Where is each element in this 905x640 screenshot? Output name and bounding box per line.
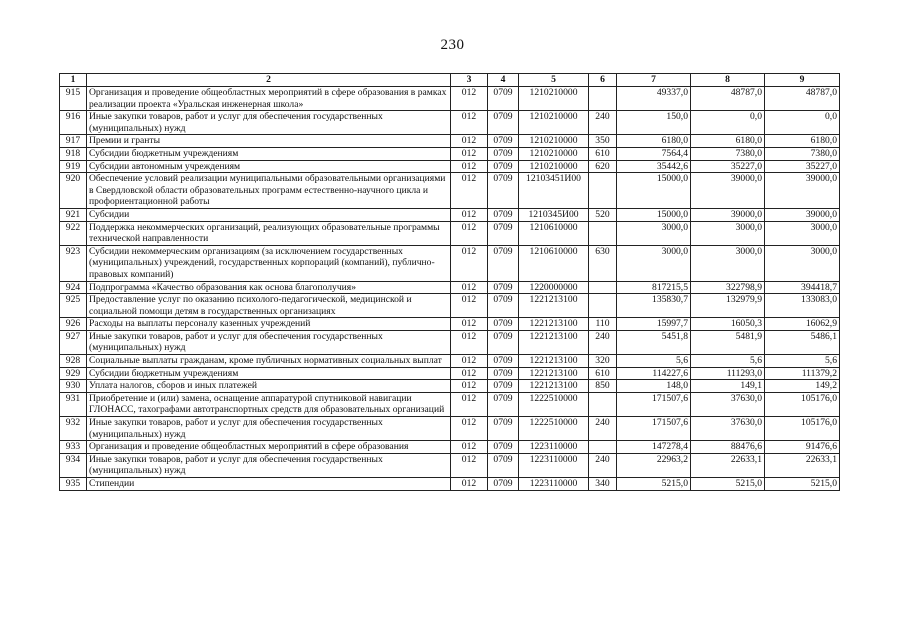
amount-cell: 6180,0 [765, 135, 840, 148]
table-row [60, 160, 840, 173]
amount-cell: 3000,0 [765, 245, 840, 281]
table-row [60, 135, 840, 148]
code-cell: 240 [589, 453, 617, 477]
code-cell: 012 [451, 245, 488, 281]
code-cell: 320 [589, 355, 617, 368]
code-cell: 012 [451, 355, 488, 368]
table-row [60, 318, 840, 331]
amount-cell: 5,6 [691, 355, 765, 368]
table-row [60, 87, 840, 111]
amount-cell: 5451,8 [617, 330, 691, 354]
amount-cell: 6180,0 [691, 135, 765, 148]
code-cell: 012 [451, 87, 488, 111]
table-row [60, 417, 840, 441]
code-cell: 012 [451, 392, 488, 416]
code-cell: 1210610000 [519, 221, 589, 245]
col-header: 8 [691, 74, 765, 87]
table-row [60, 330, 840, 354]
code-cell [589, 392, 617, 416]
amount-cell: 3000,0 [617, 221, 691, 245]
item-name: Обеспечение условий реализации муниципальными образовательными организациями в Свердловской области образовательных программ естественно-научного цикла и профориентационной работы [87, 173, 451, 209]
code-cell: 12103451И00 [519, 173, 589, 209]
code-cell: 0709 [488, 355, 519, 368]
amount-cell: 15997,7 [617, 318, 691, 331]
amount-cell: 105176,0 [765, 417, 840, 441]
item-name: Иные закупки товаров, работ и услуг для обеспечения государственных (муниципальных) нужд [87, 453, 451, 477]
table-row [60, 221, 840, 245]
code-cell [589, 294, 617, 318]
row-number: 923 [60, 245, 87, 281]
amount-cell: 3000,0 [765, 221, 840, 245]
amount-cell: 171507,6 [617, 417, 691, 441]
code-cell: 0709 [488, 173, 519, 209]
code-cell: 012 [451, 160, 488, 173]
table-row [60, 453, 840, 477]
row-number: 921 [60, 208, 87, 221]
table-row [60, 478, 840, 491]
row-number: 924 [60, 281, 87, 294]
item-name: Премии и гранты [87, 135, 451, 148]
amount-cell: 149,1 [691, 380, 765, 393]
code-cell: 012 [451, 441, 488, 454]
code-cell: 0709 [488, 245, 519, 281]
col-header: 3 [451, 74, 488, 87]
amount-cell: 0,0 [691, 111, 765, 135]
amount-cell: 16050,3 [691, 318, 765, 331]
code-cell: 0709 [488, 417, 519, 441]
amount-cell: 35227,0 [765, 160, 840, 173]
table-row [60, 380, 840, 393]
code-cell: 1210210000 [519, 111, 589, 135]
amount-cell: 171507,6 [617, 392, 691, 416]
amount-cell: 49337,0 [617, 87, 691, 111]
table-row [60, 355, 840, 368]
row-number: 932 [60, 417, 87, 441]
row-number: 918 [60, 147, 87, 160]
amount-cell: 5486,1 [765, 330, 840, 354]
col-header: 1 [60, 74, 87, 87]
item-name: Иные закупки товаров, работ и услуг для обеспечения государственных (муниципальных) нужд [87, 417, 451, 441]
col-header: 5 [519, 74, 589, 87]
amount-cell: 114227,6 [617, 367, 691, 380]
col-header: 6 [589, 74, 617, 87]
code-cell: 0709 [488, 330, 519, 354]
table-row [60, 441, 840, 454]
table-row [60, 294, 840, 318]
code-cell: 1221213100 [519, 318, 589, 331]
amount-cell: 39000,0 [691, 173, 765, 209]
amount-cell: 39000,0 [765, 208, 840, 221]
amount-cell: 322798,9 [691, 281, 765, 294]
row-number: 926 [60, 318, 87, 331]
code-cell: 610 [589, 147, 617, 160]
row-number: 915 [60, 87, 87, 111]
budget-table [59, 73, 840, 491]
item-name: Иные закупки товаров, работ и услуг для обеспечения государственных (муниципальных) нужд [87, 111, 451, 135]
code-cell: 1210210000 [519, 87, 589, 111]
row-number: 931 [60, 392, 87, 416]
code-cell: 610 [589, 367, 617, 380]
code-cell: 012 [451, 208, 488, 221]
code-cell: 240 [589, 111, 617, 135]
amount-cell: 39000,0 [691, 208, 765, 221]
amount-cell: 135830,7 [617, 294, 691, 318]
amount-cell: 37630,0 [691, 417, 765, 441]
row-number: 919 [60, 160, 87, 173]
amount-cell: 817215,5 [617, 281, 691, 294]
code-cell [589, 441, 617, 454]
code-cell [589, 87, 617, 111]
code-cell [589, 173, 617, 209]
amount-cell: 7380,0 [765, 147, 840, 160]
code-cell: 0709 [488, 367, 519, 380]
code-cell: 0709 [488, 453, 519, 477]
row-number: 920 [60, 173, 87, 209]
item-name: Субсидии бюджетным учреждениям [87, 367, 451, 380]
code-cell: 1222510000 [519, 417, 589, 441]
code-cell: 1221213100 [519, 367, 589, 380]
code-cell: 012 [451, 173, 488, 209]
code-cell: 0709 [488, 87, 519, 111]
row-number: 925 [60, 294, 87, 318]
amount-cell: 111293,0 [691, 367, 765, 380]
code-cell: 1223110000 [519, 441, 589, 454]
code-cell: 1210210000 [519, 135, 589, 148]
amount-cell: 133083,0 [765, 294, 840, 318]
amount-cell: 5,6 [765, 355, 840, 368]
code-cell: 0709 [488, 135, 519, 148]
item-name: Организация и проведение общеобластных мероприятий в сфере образования [87, 441, 451, 454]
code-cell: 520 [589, 208, 617, 221]
table-body [60, 87, 840, 491]
item-name: Иные закупки товаров, работ и услуг для обеспечения государственных (муниципальных) нужд [87, 330, 451, 354]
amount-cell: 132979,9 [691, 294, 765, 318]
code-cell: 850 [589, 380, 617, 393]
code-cell: 0709 [488, 318, 519, 331]
amount-cell: 5481,9 [691, 330, 765, 354]
code-cell: 1210610000 [519, 245, 589, 281]
code-cell: 1222510000 [519, 392, 589, 416]
code-cell: 012 [451, 135, 488, 148]
amount-cell: 0,0 [765, 111, 840, 135]
code-cell: 0709 [488, 380, 519, 393]
table-row [60, 392, 840, 416]
row-number: 930 [60, 380, 87, 393]
table-row [60, 147, 840, 160]
amount-cell: 6180,0 [617, 135, 691, 148]
code-cell: 1223110000 [519, 478, 589, 491]
amount-cell: 39000,0 [765, 173, 840, 209]
code-cell: 012 [451, 281, 488, 294]
amount-cell: 16062,9 [765, 318, 840, 331]
amount-cell: 15000,0 [617, 173, 691, 209]
amount-cell: 111379,2 [765, 367, 840, 380]
code-cell: 0709 [488, 221, 519, 245]
code-cell: 012 [451, 111, 488, 135]
col-header: 9 [765, 74, 840, 87]
item-name: Социальные выплаты гражданам, кроме публичных нормативных социальных выплат [87, 355, 451, 368]
col-header: 7 [617, 74, 691, 87]
code-cell: 1221213100 [519, 355, 589, 368]
item-name: Субсидии некоммерческим организациям (за исключением государственных (муниципальных) учреждений, государственных корпораций (компаний), публично-правовых компаний) [87, 245, 451, 281]
table-row [60, 173, 840, 209]
code-cell: 0709 [488, 441, 519, 454]
code-cell: 012 [451, 367, 488, 380]
amount-cell: 88476,6 [691, 441, 765, 454]
amount-cell: 48787,0 [765, 87, 840, 111]
amount-cell: 105176,0 [765, 392, 840, 416]
amount-cell: 5,6 [617, 355, 691, 368]
item-name: Уплата налогов, сборов и иных платежей [87, 380, 451, 393]
code-cell: 012 [451, 318, 488, 331]
amount-cell: 22963,2 [617, 453, 691, 477]
code-cell: 1223110000 [519, 453, 589, 477]
item-name: Расходы на выплаты персоналу казенных учреждений [87, 318, 451, 331]
item-name: Субсидии автономным учреждениям [87, 160, 451, 173]
code-cell: 012 [451, 453, 488, 477]
code-cell: 012 [451, 417, 488, 441]
row-number: 916 [60, 111, 87, 135]
code-cell: 240 [589, 417, 617, 441]
code-cell: 1210210000 [519, 147, 589, 160]
code-cell: 012 [451, 221, 488, 245]
amount-cell: 22633,1 [765, 453, 840, 477]
amount-cell: 149,2 [765, 380, 840, 393]
amount-cell: 3000,0 [691, 245, 765, 281]
code-cell: 1220000000 [519, 281, 589, 294]
row-number: 928 [60, 355, 87, 368]
code-cell [589, 281, 617, 294]
amount-cell: 5215,0 [691, 478, 765, 491]
table-row [60, 111, 840, 135]
table-row [60, 208, 840, 221]
code-cell: 340 [589, 478, 617, 491]
amount-cell: 37630,0 [691, 392, 765, 416]
code-cell [589, 221, 617, 245]
amount-cell: 148,0 [617, 380, 691, 393]
code-cell: 350 [589, 135, 617, 148]
item-name: Субсидии [87, 208, 451, 221]
amount-cell: 35227,0 [691, 160, 765, 173]
amount-cell: 394418,7 [765, 281, 840, 294]
item-name: Субсидии бюджетным учреждениям [87, 147, 451, 160]
amount-cell: 7564,4 [617, 147, 691, 160]
amount-cell: 3000,0 [691, 221, 765, 245]
amount-cell: 5215,0 [617, 478, 691, 491]
item-name: Стипендии [87, 478, 451, 491]
code-cell: 0709 [488, 281, 519, 294]
code-cell: 110 [589, 318, 617, 331]
amount-cell: 150,0 [617, 111, 691, 135]
code-cell: 630 [589, 245, 617, 281]
code-cell: 012 [451, 380, 488, 393]
row-number: 929 [60, 367, 87, 380]
amount-cell: 3000,0 [617, 245, 691, 281]
item-name: Подпрограмма «Качество образования как основа благополучия» [87, 281, 451, 294]
amount-cell: 91476,6 [765, 441, 840, 454]
item-name: Организация и проведение общеобластных мероприятий в сфере образования в рамках реализации проекта «Уральская инженерная школа» [87, 87, 451, 111]
row-number: 922 [60, 221, 87, 245]
row-number: 934 [60, 453, 87, 477]
amount-cell: 48787,0 [691, 87, 765, 111]
row-number: 935 [60, 478, 87, 491]
code-cell: 1210210000 [519, 160, 589, 173]
header-row [60, 74, 840, 87]
code-cell: 012 [451, 330, 488, 354]
table-row [60, 245, 840, 281]
row-number: 927 [60, 330, 87, 354]
code-cell: 1221213100 [519, 330, 589, 354]
page-number: 230 [440, 37, 465, 53]
code-cell: 620 [589, 160, 617, 173]
code-cell: 012 [451, 478, 488, 491]
item-name: Поддержка некоммерческих организаций, реализующих образовательные программы технической направленности [87, 221, 451, 245]
amount-cell: 147278,4 [617, 441, 691, 454]
amount-cell: 22633,1 [691, 453, 765, 477]
item-name: Предоставление услуг по оказанию психолого-педагогической, медицинской и социальной помощи детям в государственных организациях [87, 294, 451, 318]
item-name: Приобретение и (или) замена, оснащение аппаратурой спутниковой навигации ГЛОНАСС, тахографами автотранспортных средств для образовательных организаций [87, 392, 451, 416]
code-cell: 0709 [488, 160, 519, 173]
code-cell: 0709 [488, 392, 519, 416]
code-cell: 012 [451, 294, 488, 318]
amount-cell: 35442,6 [617, 160, 691, 173]
amount-cell: 15000,0 [617, 208, 691, 221]
code-cell: 0709 [488, 208, 519, 221]
code-cell: 240 [589, 330, 617, 354]
code-cell: 0709 [488, 147, 519, 160]
code-cell: 0709 [488, 111, 519, 135]
code-cell: 1210345И00 [519, 208, 589, 221]
code-cell: 0709 [488, 294, 519, 318]
code-cell: 012 [451, 147, 488, 160]
code-cell: 1221213100 [519, 294, 589, 318]
table-row [60, 281, 840, 294]
row-number: 917 [60, 135, 87, 148]
code-cell: 0709 [488, 478, 519, 491]
code-cell: 1221213100 [519, 380, 589, 393]
amount-cell: 7380,0 [691, 147, 765, 160]
amount-cell: 5215,0 [765, 478, 840, 491]
col-header: 2 [87, 74, 451, 87]
col-header: 4 [488, 74, 519, 87]
table-row [60, 367, 840, 380]
row-number: 933 [60, 441, 87, 454]
